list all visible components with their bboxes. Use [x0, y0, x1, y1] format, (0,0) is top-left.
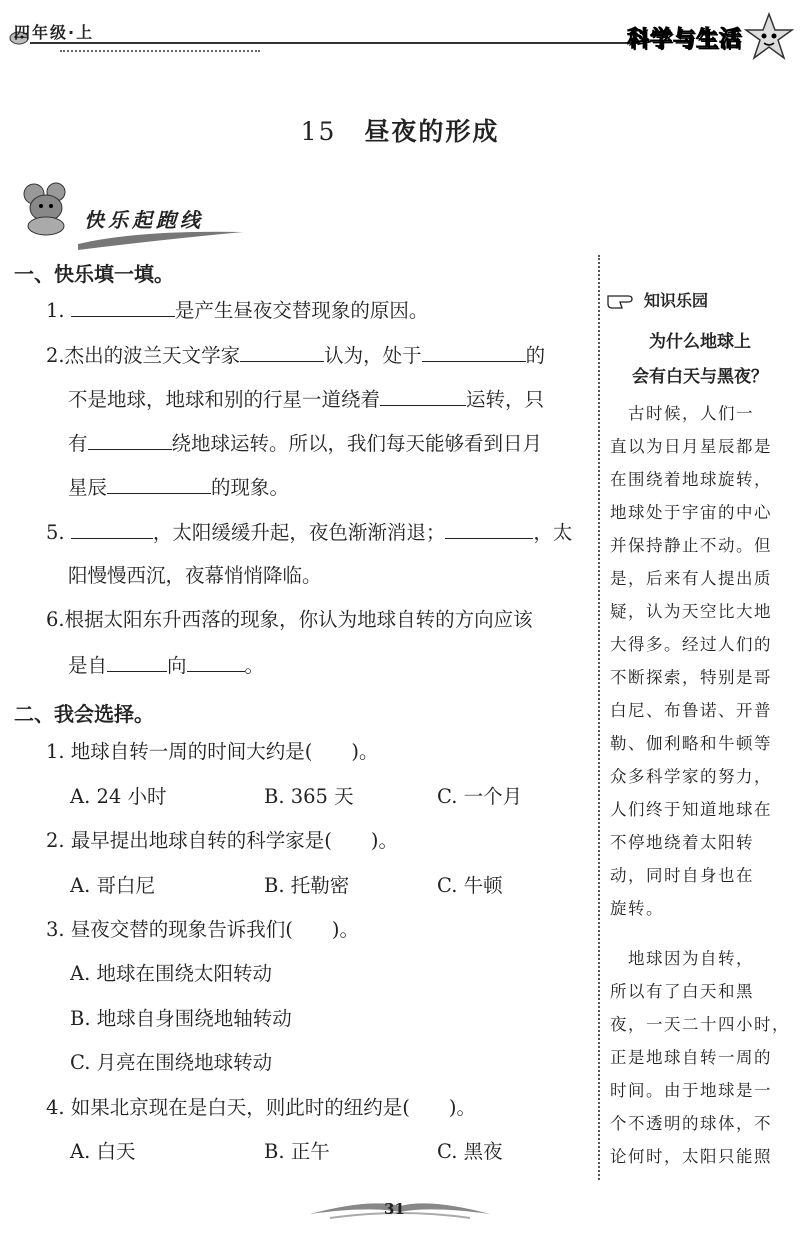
option-a[interactable]: A. 白天	[70, 1140, 136, 1163]
sidebar-title-2: 会有白天与黑夜？	[632, 367, 768, 387]
q2-line-4	[68, 475, 289, 499]
question-text: 绕地球运转。所以，我们每天能够看到日月	[171, 432, 543, 455]
answer-blank[interactable]	[71, 298, 175, 317]
sidebar-line: 个不透明的球体，不	[610, 1114, 772, 1133]
question-text: 。	[244, 654, 265, 677]
answer-blank[interactable]	[380, 387, 466, 406]
sidebar-line: 不断探索，特别是哥	[610, 668, 772, 687]
pointing-hand-icon	[606, 290, 640, 310]
q-number: 2.	[46, 344, 65, 367]
answer-blank[interactable]	[107, 475, 211, 494]
lesson-title	[0, 112, 800, 148]
section-banner: 快乐起跑线	[84, 208, 204, 232]
sidebar-line: 地球因为自转，	[610, 949, 754, 968]
sidebar-divider	[598, 255, 600, 1180]
mc-q3: 3. 昼夜交替的现象告诉我们( )。	[46, 918, 360, 941]
q5-line-2	[68, 564, 322, 587]
option-c[interactable]: C. 黑夜	[437, 1140, 503, 1163]
lesson-name: 昼夜的形成	[364, 117, 500, 146]
question-text: 认为，处于	[324, 344, 422, 367]
question-text: 阳慢慢西沉，夜幕悄悄降临。	[68, 564, 322, 587]
sidebar-line: 疑，认为天空比大地	[610, 602, 772, 621]
option-a[interactable]: A. 24 小时	[70, 785, 167, 808]
sidebar-line: 白尼、布鲁诺、开普	[610, 701, 772, 720]
option-c[interactable]: C. 月亮在围绕地球转动	[70, 1051, 273, 1074]
q-number: 5.	[46, 521, 65, 544]
mc-q4: 4. 如果北京现在是白天，则此时的纽约是( )。	[46, 1096, 477, 1119]
option-a[interactable]: A. 地球在围绕太阳转动	[70, 962, 272, 985]
answer-blank[interactable]	[422, 343, 526, 362]
answer-blank[interactable]	[240, 343, 324, 362]
sidebar-line: 在围绕着地球旋转，	[610, 470, 772, 489]
answer-blank[interactable]	[445, 520, 533, 539]
sidebar-title-1: 为什么地球上	[649, 332, 751, 352]
question-text: 是产生昼夜交替现象的原因。	[174, 299, 429, 322]
option-b[interactable]: B. 托勒密	[264, 874, 350, 897]
banner-swoosh	[78, 222, 243, 250]
sidebar-line: 正是地球自转一周的	[610, 1048, 772, 1067]
sidebar-line: 并保持静止不动。但	[610, 536, 772, 555]
answer-blank[interactable]	[88, 431, 172, 450]
q-number: 6.	[46, 608, 65, 631]
sidebar-line: 众多科学家的努力，	[610, 767, 772, 786]
q-number: 1.	[46, 299, 65, 322]
q6-line-1	[46, 608, 533, 631]
lesson-number: 15	[300, 117, 337, 146]
section1-heading: 一、快乐填一填。	[14, 262, 174, 286]
page-number: 31	[384, 1200, 405, 1218]
question-text: 的现象。	[211, 476, 290, 499]
question-text: 运转，只	[466, 388, 545, 411]
mouse-mascot-icon	[20, 180, 78, 236]
sidebar-line: 夜，一天二十四小时，	[610, 1015, 790, 1034]
question-text: 的	[525, 344, 546, 367]
sidebar-line: 不停地绕着太阳转	[610, 833, 754, 852]
question-text: ，太	[533, 521, 573, 544]
question-text: 向	[167, 654, 187, 677]
sidebar-line: 旋转。	[610, 899, 664, 918]
question-text: 不是地球，地球和别的行星一道绕着	[68, 388, 381, 411]
answer-blank[interactable]	[71, 520, 153, 539]
sidebar-line: 古时候，人们一	[610, 404, 754, 423]
sidebar-line: 人们终于知道地球在	[610, 800, 772, 819]
question-text: ，太阳缓缓升起，夜色渐渐消退；	[152, 521, 446, 544]
brand-title: 科学与生活	[626, 27, 742, 52]
q5-line-1	[46, 520, 572, 544]
grade-label: 四年级·上	[14, 23, 95, 42]
option-b[interactable]: B. 正午	[264, 1140, 330, 1163]
option-c[interactable]: C. 一个月	[437, 785, 523, 808]
header-dotted-rule	[60, 50, 260, 52]
answer-blank[interactable]	[107, 653, 167, 672]
sidebar-line: 直以为日月星辰都是	[610, 437, 772, 456]
question-text: 根据太阳东升西落的现象，你认为地球自转的方向应该	[64, 608, 533, 631]
sidebar-line: 是，后来有人提出质	[610, 569, 772, 588]
sidebar-heading: 知识乐园	[644, 291, 709, 310]
sidebar-line: 大得多。经过人们的	[610, 635, 772, 654]
question-text: 有	[68, 432, 88, 455]
q1-line	[46, 298, 428, 322]
mc-q2: 2. 最早提出地球自转的科学家是( )。	[46, 829, 399, 852]
question-text: 杰出的波兰天文学家	[64, 344, 241, 367]
question-text: 星辰	[68, 476, 108, 499]
question-text: 是自	[68, 654, 108, 677]
q2-line-2	[68, 387, 544, 411]
option-a[interactable]: A. 哥白尼	[70, 874, 155, 897]
sidebar-line: 动，同时自身也在	[610, 866, 754, 885]
sidebar-line: 勒、伽利略和牛顿等	[610, 734, 772, 753]
mc-q1: 1. 地球自转一周的时间大约是( )。	[46, 740, 379, 763]
sidebar-line: 论何时，太阳只能照	[610, 1147, 772, 1166]
sidebar-line: 所以有了白天和黑	[610, 982, 754, 1001]
sidebar-line: 地球处于宇宙的中心	[610, 503, 772, 522]
q2-line-3	[68, 431, 542, 455]
q2-line-1	[46, 343, 545, 367]
option-b[interactable]: B. 地球自身围绕地轴转动	[70, 1007, 292, 1030]
header-rule	[30, 42, 640, 44]
q6-line-2	[68, 653, 264, 677]
option-c[interactable]: C. 牛顿	[437, 874, 503, 897]
section2-heading: 二、我会选择。	[14, 702, 154, 726]
star-mascot-icon	[744, 12, 794, 62]
answer-blank[interactable]	[187, 653, 245, 672]
sidebar-line: 时间。由于地球是一	[610, 1081, 772, 1100]
option-b[interactable]: B. 365 天	[264, 785, 354, 808]
